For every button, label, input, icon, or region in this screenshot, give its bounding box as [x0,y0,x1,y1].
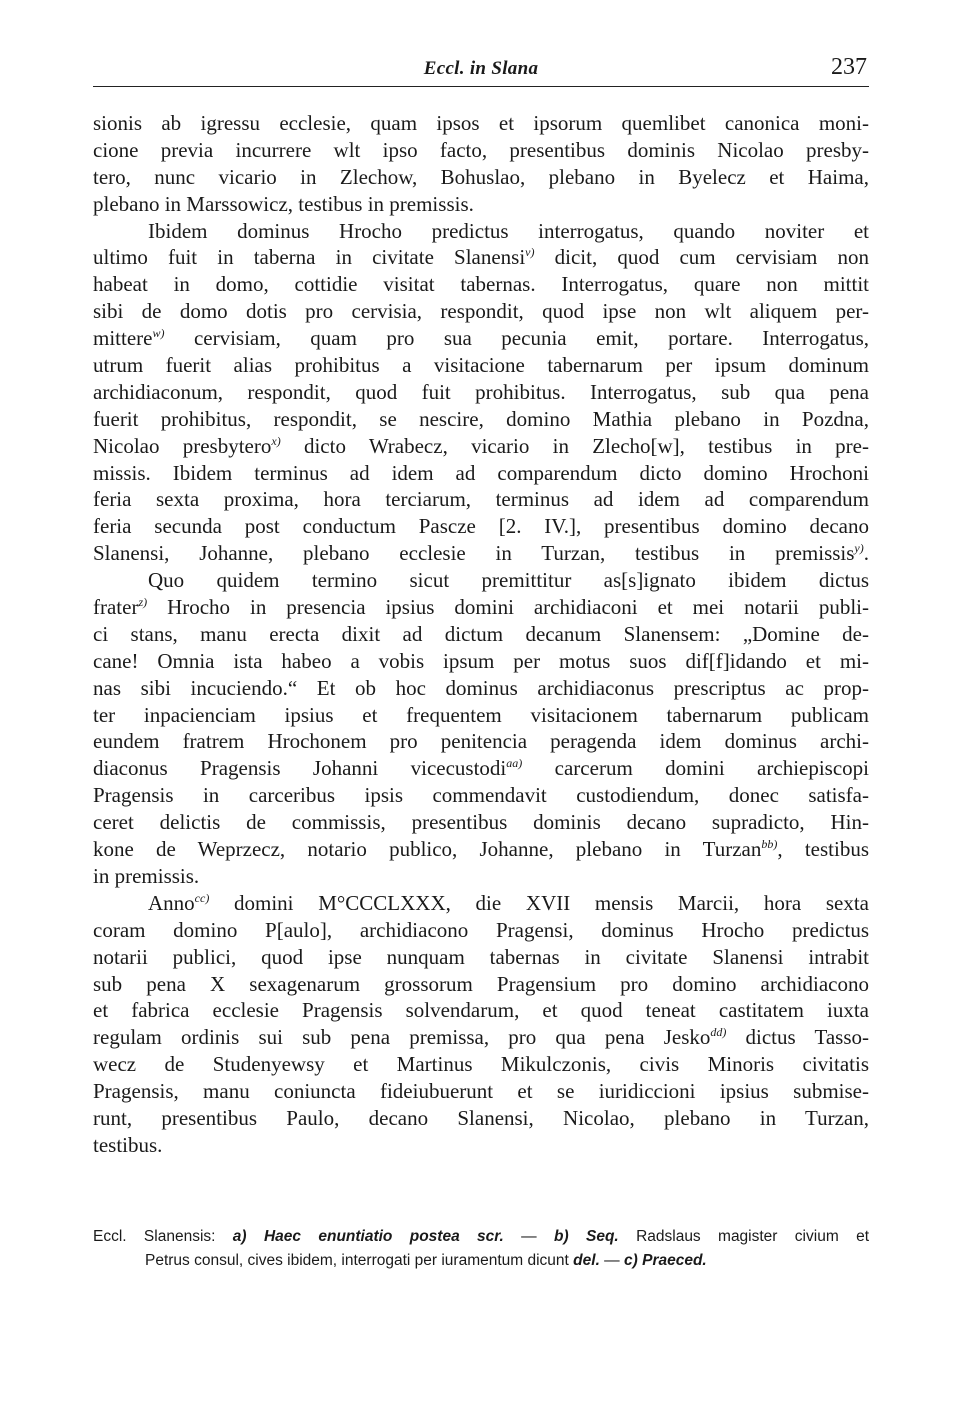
text-line [93,782,869,809]
line-text: cione previa incurrere wlt ipso facto, presentibus dominis Nicolao presby- [93,137,869,162]
line-text: Ibidem dominus Hrocho predictus interrogatus, quando noviter et [148,218,869,243]
line-text: . [863,541,869,566]
text-line [93,675,869,702]
text-line [93,298,869,325]
line-text: Slanensi, Johanne, plebano ecclesie in Turzan, testibus in premissis [93,541,855,566]
footnote-reference: z) [138,595,148,610]
footnote-separator: — [599,1252,624,1269]
footnote-reference: dd) [710,1025,727,1040]
footnote-marker: b) [553,1228,569,1245]
text-line [93,137,869,164]
line-text: mittere [93,326,153,351]
footnote-reference: w) [152,326,165,341]
text-line [93,836,869,863]
text-line [93,1105,869,1132]
footnote-line [93,1225,869,1249]
text-line [93,271,869,298]
footnote-reference: aa) [506,756,523,771]
text-line [93,433,869,460]
text-line [93,997,869,1024]
text-line [93,567,869,594]
text-line [93,379,869,406]
footnote-italic: Haec enuntiatio postea scr. [263,1228,504,1245]
text-line [93,1132,869,1159]
line-text: sibi de domo dotis pro cervisia, respondit, quod ipse non wlt aliquem per- [93,299,869,324]
footnote-italic: Praeced. [642,1252,707,1269]
footnote-reference: v) [525,245,535,260]
line-text: ter inpacienciam ipsius et frequentem visitacionem tabernarum publicam [93,702,869,727]
running-head: Eccl. in Slana [423,58,539,79]
text-line [93,863,869,890]
line-text: et fabrica ecclesie Pragensis solvendarum, et quod teneat castitatem iuxta [93,998,869,1023]
text-line [93,702,869,729]
line-text: Pragensis, manu coniuncta fideiubuerunt et se iuridiccioni ipsius submise- [93,1079,869,1104]
footnote-text: Radslaus magister civium et [618,1228,870,1245]
text-line [93,110,869,137]
line-text: feria sexta proxima, hora terciarum, terminus ad idem ad comparendum [93,487,869,512]
text-line [93,890,869,917]
text-line [93,486,869,513]
line-text: dicit, quod cum cervisiam non [534,245,869,270]
text-line [93,513,869,540]
line-text: fuerit prohibitus, respondit, se nescire, domino Mathia plebano in Pozdna, [93,406,869,431]
footnote-text: Petrus consul, cives ibidem, interrogati per iuramentum dicunt [145,1252,574,1269]
line-text: nas sibi incuciendo.“ Et ob hoc dominus archidiaconus prescriptus ac prop- [93,675,869,700]
line-text: testibus. [93,1132,163,1157]
text-line [93,648,869,675]
text-line [93,460,869,487]
line-text: kone de Weprzecz, notario publico, Johanne, plebano in Turzan [93,837,762,862]
line-text: in premissis. [93,863,200,888]
line-text: sionis ab igressu ecclesie, quam ipsos et ipsorum quemlibet canonica moni- [93,111,869,135]
text-line [93,755,869,782]
footnote-text [247,1228,264,1245]
text-line [93,1078,869,1105]
text-line [93,809,869,836]
line-text: Hrocho in presencia ipsius domini archidiaconi et mei notarii publi- [147,595,869,620]
line-text: carcerum domini archiepiscopi [522,756,870,781]
footnote-reference: cc) [194,890,210,905]
text-line [93,728,869,755]
document-body [93,110,869,1159]
line-text: dictus Tasso- [726,1025,869,1050]
line-text: Anno [148,890,195,915]
footnote-italic: del. [573,1252,600,1269]
footnote-text: Eccl. Slanensis: [93,1228,233,1245]
footnote-marker: c) [624,1252,638,1269]
line-text: ci stans, manu erecta dixit ad dictum decanum Slanensem: „Domine de- [93,621,869,646]
line-text: tero, nunc vicario in Zlechow, Bohuslao, plebano in Byelecz et Haima, [93,164,869,189]
line-text: diaconus Pragensis Johanni vicecustodi [93,756,507,781]
line-text: ceret delictis de commissis, presentibus dominis decano supradicto, Hin- [93,810,869,835]
footnote-line [93,1249,869,1273]
text-line [93,218,869,245]
text-line [93,621,869,648]
line-text: frater [93,595,139,620]
line-text: regulam ordinis sui sub pena premissa, pro qua pena Jesko [93,1025,711,1050]
text-line [93,406,869,433]
text-line [93,594,869,621]
line-text: Quo quidem termino sicut premittitur as[s]ignato ibidem dictus [148,568,869,593]
line-text: archidiaconum, respondit, quod fuit prohibitus. Interrogatus, sub qua pena [93,379,869,404]
line-text: Pragensis in carceribus ipsis commendavit custodiendum, donec satisfa- [93,783,869,808]
footnote-reference: y) [854,541,864,556]
text-line [93,1024,869,1051]
text-line [93,971,869,998]
footnote-reference: bb) [761,837,778,852]
line-text: dicto Wrabecz, vicario in Zlecho[w], testibus in pre- [280,433,869,458]
line-text: plebano in Marssowicz, testibus in premissis. [93,191,474,216]
text-line [93,164,869,191]
footnote-reference: x) [271,433,281,448]
line-text: , testibus [777,837,869,862]
page-number: 237 [831,54,867,80]
line-text: feria secunda post conductum Pascze [2. IV.], presentibus domino decano [93,514,869,539]
line-text: cane! Omnia ista habeo a vobis ipsum per motus suos dif[f]idando et mi- [93,648,869,673]
text-line [93,917,869,944]
page-header [93,56,869,87]
text-line [93,540,869,567]
line-text: cervisiam, quam pro sua pecunia emit, portare. Interrogatus, [164,326,869,351]
footnote-separator: — [503,1228,554,1245]
footnotes [93,1225,869,1273]
line-text: ultimo fuit in taberna in civitate Slanensi [93,245,526,270]
line-text: coram domino P[aulo], archidiacono Pragensi, dominus Hrocho predictus [93,917,869,942]
text-line [93,325,869,352]
line-text: missis. Ibidem terminus ad idem ad comparendum dicto domino Hrochoni [93,460,869,485]
line-text: notarii publici, quod ipse nunquam tabernas in civitate Slanensi intrabit [93,944,869,969]
footnote-marker: a) [232,1228,247,1245]
text-line [93,244,869,271]
footnote-text [569,1228,586,1245]
text-line [93,352,869,379]
line-text: Nicolao presbytero [93,433,272,458]
footnote-italic: Seq. [585,1228,619,1245]
text-line [93,191,869,218]
line-text: runt, presentibus Paulo, decano Slanensi, Nicolao, plebano in Turzan, [93,1105,869,1130]
line-text: sub pena X sexagenarum grossorum Pragensium pro domino archidiacono [93,971,869,996]
text-line [93,944,869,971]
text-line [93,1051,869,1078]
line-text: wecz de Studenyewsy et Martinus Mikulczonis, civis Minoris civitatis [93,1052,869,1077]
line-text: eundem fratrem Hrochonem pro penitencia peragenda idem dominus archi- [93,729,869,754]
line-text: habeat in domo, cottidie visitat tabernas. Interrogatus, quare non mittit [93,272,869,297]
line-text: utrum fuerit alias prohibitus a visitacione tabernarum per ipsum dominum [93,353,869,378]
line-text: domini M°CCCLXXX, die XVII mensis Marcii, hora sexta [209,890,869,915]
